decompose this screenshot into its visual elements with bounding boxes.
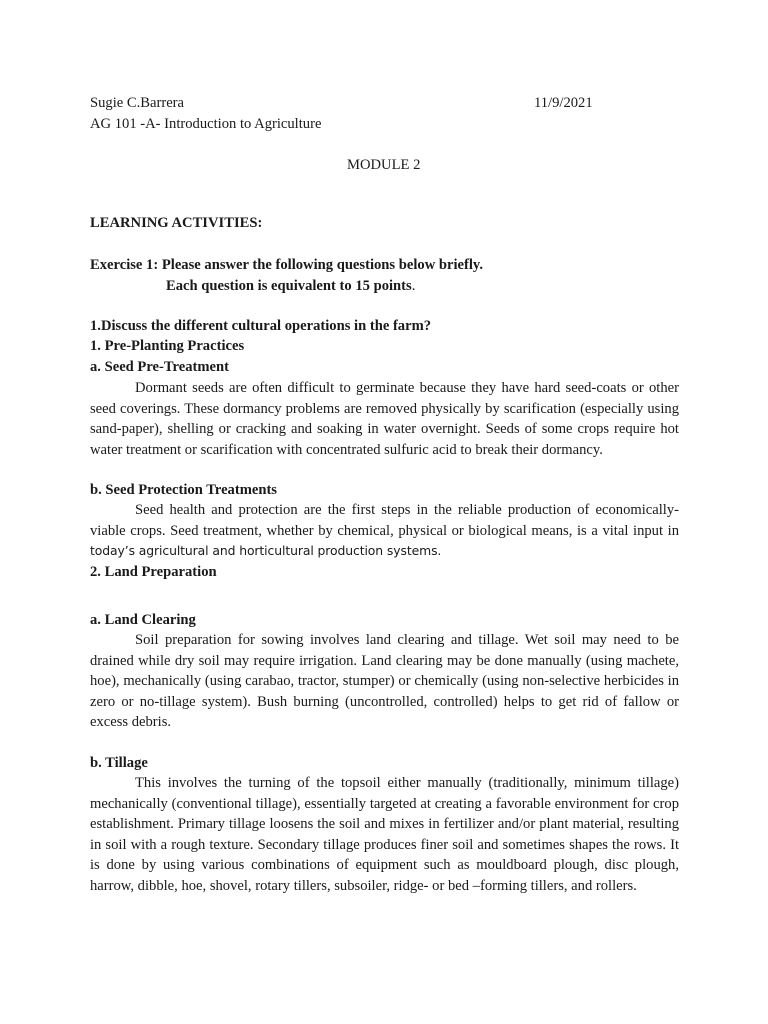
tillage-text: This involves the turning of the topsoil either manually (traditionally, minimum tillage) mechanically (conventional tillage), essentially targeted at creating a favorable environment for crop establishment. Primary tillage loosens the soil and mixes in fertilizer and/or plant material, resulting in soil with a rough texture. Secondary tillage produces finer soil and sometimes shapes the rows. It is done by using various combinations of equipment such as mouldboard plough, disc plough, harrow, dibble, hoe, shovel, rotary tillers, subsoiler, ridge- or bed –forming tillers, and rollers. [90, 775, 679, 894]
module-title: MODULE 2 [347, 157, 421, 173]
land-clearing-text: Soil preparation for sowing involves land clearing and tillage. Wet soil may need to be drained while dry soil may require irrigation. Land clearing may be done manually (using machete, hoe), mechanically (using carabao, tractor, stumper) or chemically (using non-selective herbicides in zero or no-tillage system). Bush burning (uncontrolled, controlled) helps to get rid of fallow or excess debris. [90, 632, 679, 730]
seed-pretreatment-heading: a. Seed Pre-Treatment [90, 359, 230, 375]
seed-protection-heading: b. Seed Protection Treatments [90, 482, 277, 498]
question-1: 1.Discuss the different cultural operations in the farm? [90, 318, 432, 334]
document-date: 11/9/2021 [534, 95, 593, 111]
land-clearing-paragraph [90, 630, 679, 733]
course-title: AG 101 -A- Introduction to Agriculture [90, 116, 322, 132]
seed-protection-paragraph [90, 500, 679, 562]
seed-protection-text: Seed health and protection are the first steps in the reliable production of economically-viable crops. Seed treatment, whether by chemical, physical or biological means, is a vital input in [90, 502, 679, 539]
tillage-paragraph [90, 773, 679, 896]
exercise-points-period: . [411, 278, 416, 294]
section-1-heading: 1. Pre-Planting Practices [90, 338, 245, 354]
land-clearing-heading: a. Land Clearing [90, 612, 196, 628]
exercise-points-text: Each question is equivalent to 15 points [166, 278, 412, 294]
tillage-heading: b. Tillage [90, 755, 148, 771]
exercise-instruction: Exercise 1: Please answer the following questions below briefly. [90, 257, 484, 273]
seed-pretreatment-text: Dormant seeds are often difficult to germinate because they have hard seed-coats or other seed coverings. These dormancy problems are removed physically by scarification (especially using sand-paper), shelling or cracking and soaking in water overnight. Seeds of some crops require hot water treatment or scarification with concentrated sulfuric acid to break their dormancy. [90, 380, 679, 458]
author-name: Sugie C.Barrera [90, 95, 185, 111]
seed-pretreatment-paragraph [90, 378, 679, 460]
exercise-points-note [166, 276, 415, 297]
section-2-heading: 2. Land Preparation [90, 564, 217, 580]
seed-protection-text-tail: today’s agricultural and horticultural production systems. [90, 543, 442, 558]
learning-activities-heading: LEARNING ACTIVITIES: [90, 215, 263, 231]
